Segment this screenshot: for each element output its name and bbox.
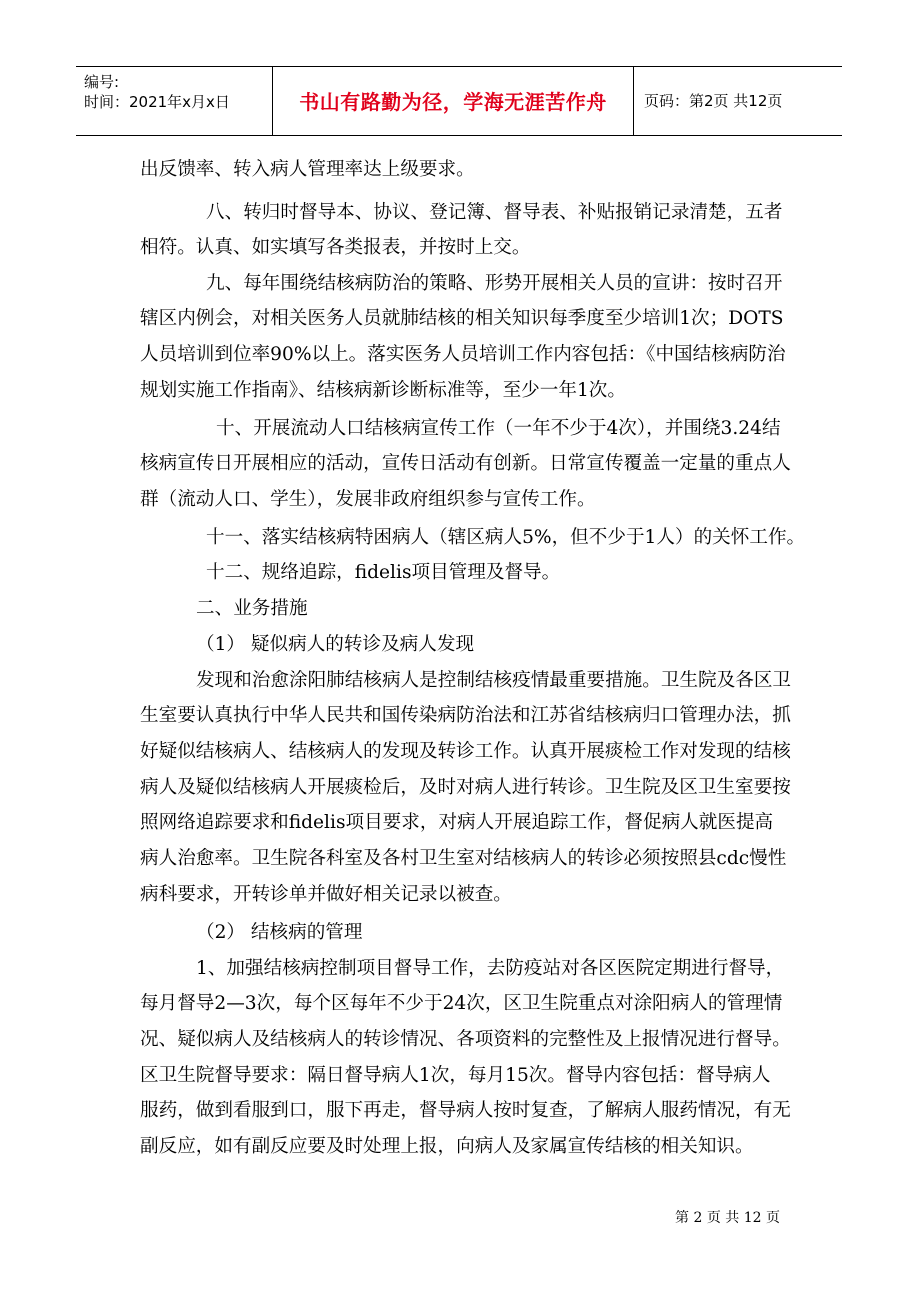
motto-text: 书山有路勤为径，学海无涯苦作舟 xyxy=(299,90,607,114)
paragraph-line: 辖区内例会，对相关医务人员就肺结核的相关知识每季度至少培训1次；DOTS xyxy=(140,308,784,329)
paragraph-line: 人员培训到位率90%以上。落实医务人员培训工作内容包括：《中国结核病防治 xyxy=(140,344,786,365)
paragraph-line: 生室要认真执行中华人民共和国传染病防治法和江苏省结核病归口管理办法，抓 xyxy=(140,705,791,726)
paragraph-line: 出反馈率、转入病人管理率达上级要求。 xyxy=(140,159,475,180)
page-header xyxy=(76,66,842,136)
section-heading: 二、业务措施 xyxy=(196,598,308,619)
paragraph-line: 副反应，如有副反应要及时处理上报，向病人及家属宣传结核的相关知识。 xyxy=(140,1136,754,1157)
paragraph-line: 十、开展流动人口结核病宣传工作（一年不少于4次），并围绕3.24结 xyxy=(216,418,781,439)
date-line: 时间：2021年x月x日 xyxy=(84,93,230,111)
header-page-code: 页码：第2页 共12页 xyxy=(644,92,783,110)
paragraph-line: 八、转归时督导本、协议、登记簿、督导表、补贴报销记录清楚，五者 xyxy=(206,202,783,223)
paragraph-line: 病人及疑似结核病人开展痰检后，及时对病人进行转诊。卫生院及区卫生室要按 xyxy=(140,777,791,798)
paragraph-line: 十二、规络追踪，fidelis项目管理及督导。 xyxy=(206,562,561,583)
paragraph-line: 况、疑似病人及结核病人的转诊情况、各项资料的完整性及上报情况进行督导。 xyxy=(140,1029,791,1050)
page-footer: 第 2 页 共 12 页 xyxy=(675,1210,780,1226)
paragraph-line: 每月督导2—3次，每个区每年不少于24次，区卫生院重点对涂阳病人的管理情 xyxy=(140,993,783,1014)
paragraph-line: 规划实施工作指南》、结核病新诊断标准等，至少一年1次。 xyxy=(140,380,626,401)
paragraph-line: 发现和治愈涂阳肺结核病人是控制结核疫情最重要措施。卫生院及各区卫 xyxy=(196,670,792,691)
subsection-heading: （2） 结核病的管理 xyxy=(196,922,363,943)
paragraph-line: 1、加强结核病控制项目督导工作，去防疫站对各区医院定期进行督导， xyxy=(196,958,785,979)
paragraph-line: 群（流动人口、学生），发展非政府组织参与宣传工作。 xyxy=(140,489,596,510)
paragraph-line: 病科要求，开转诊单并做好相关记录以被查。 xyxy=(140,884,512,905)
header-motto-cell xyxy=(272,67,634,135)
paragraph-line: 好疑似结核病人、结核病人的发现及转诊工作。认真开展痰检工作对发现的结核 xyxy=(140,741,791,762)
serial-label: 编号: xyxy=(84,73,120,91)
paragraph-line: 服药，做到看服到口，服下再走，督导病人按时复查，了解病人服药情况，有无 xyxy=(140,1100,791,1121)
header-left-cell xyxy=(76,67,272,135)
paragraph-line: 相符。认真、如实填写各类报表，并按时上交。 xyxy=(140,237,531,258)
subsection-heading: （1） 疑似病人的转诊及病人发现 xyxy=(196,634,475,655)
header-right-cell xyxy=(634,67,842,135)
paragraph-line: 区卫生院督导要求：隔日督导病人1次，每月15次。督导内容包括：督导病人 xyxy=(140,1065,771,1086)
paragraph-line: 病人治愈率。卫生院各科室及各村卫生室对结核病人的转诊必须按照县cdc慢性 xyxy=(140,848,787,869)
paragraph-line: 照网络追踪要求和fidelis项目要求，对病人开展追踪工作，督促病人就医提高 xyxy=(140,812,774,833)
paragraph-line: 核病宣传日开展相应的活动，宣传日活动有创新。日常宣传覆盖一定量的重点人 xyxy=(140,453,791,474)
paragraph-line: 九、每年围绕结核病防治的策略、形势开展相关人员的宣讲：按时召开 xyxy=(206,273,783,294)
paragraph-line: 十一、落实结核病特困病人（辖区病人5%，但不少于1人）的关怀工作。 xyxy=(206,527,806,548)
